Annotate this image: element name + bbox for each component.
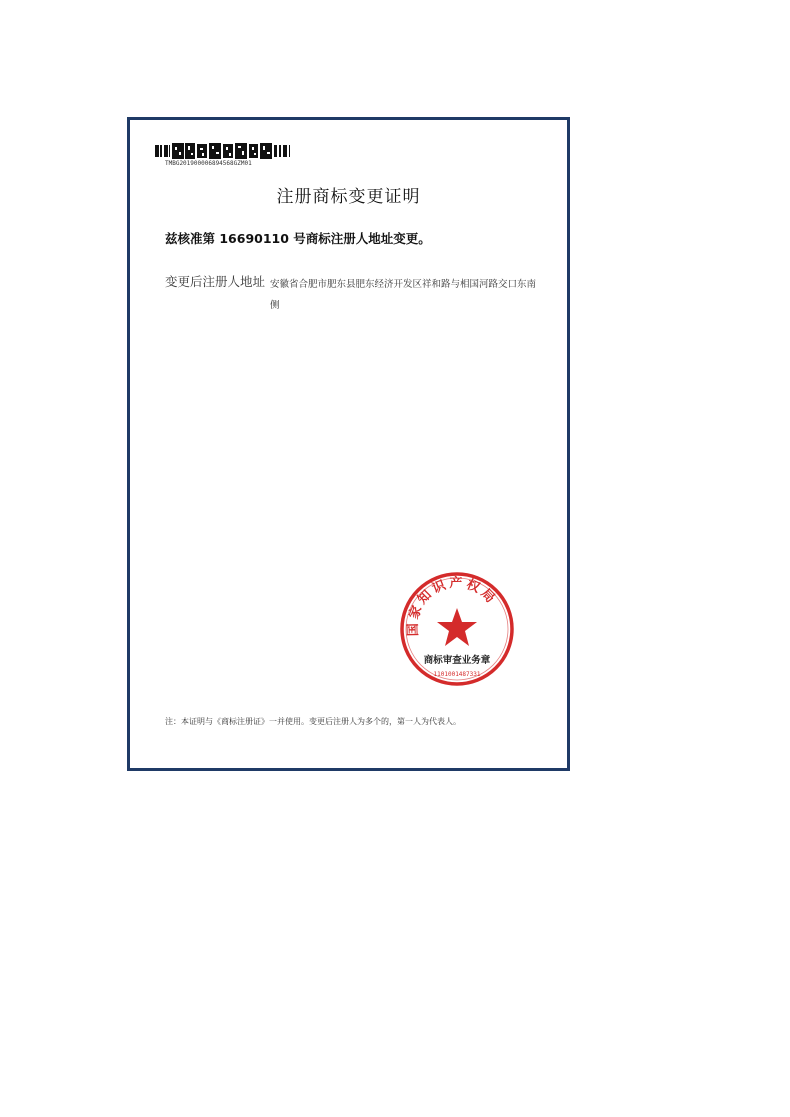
barcode — [155, 143, 305, 173]
certificate-frame — [127, 117, 570, 771]
approval-statement: 兹核准第 16690110 号商标注册人地址变更。 — [165, 231, 431, 246]
seal-number: 1101001487331 — [433, 671, 481, 678]
address-label: 变更后注册人地址 — [165, 274, 266, 289]
footnote: 注：本证明与《商标注册证》一并使用。变更后注册人为多个的，第一人为代表人。 — [165, 717, 461, 726]
certificate-title: 注册商标变更证明 — [276, 187, 421, 207]
barcode-number: TMBG201900006894568GZM01 — [165, 160, 252, 167]
barcode-graphic — [155, 143, 305, 159]
address-value: 安徽省合肥市肥东县肥东经济开发区祥和路与相国河路交口东南侧 — [270, 279, 537, 311]
star-icon — [437, 608, 477, 646]
seal-band-text: 商标审查业务章 — [423, 655, 491, 666]
official-seal — [398, 570, 516, 688]
seal-arc-text: 国家知识产权局 — [405, 576, 500, 637]
